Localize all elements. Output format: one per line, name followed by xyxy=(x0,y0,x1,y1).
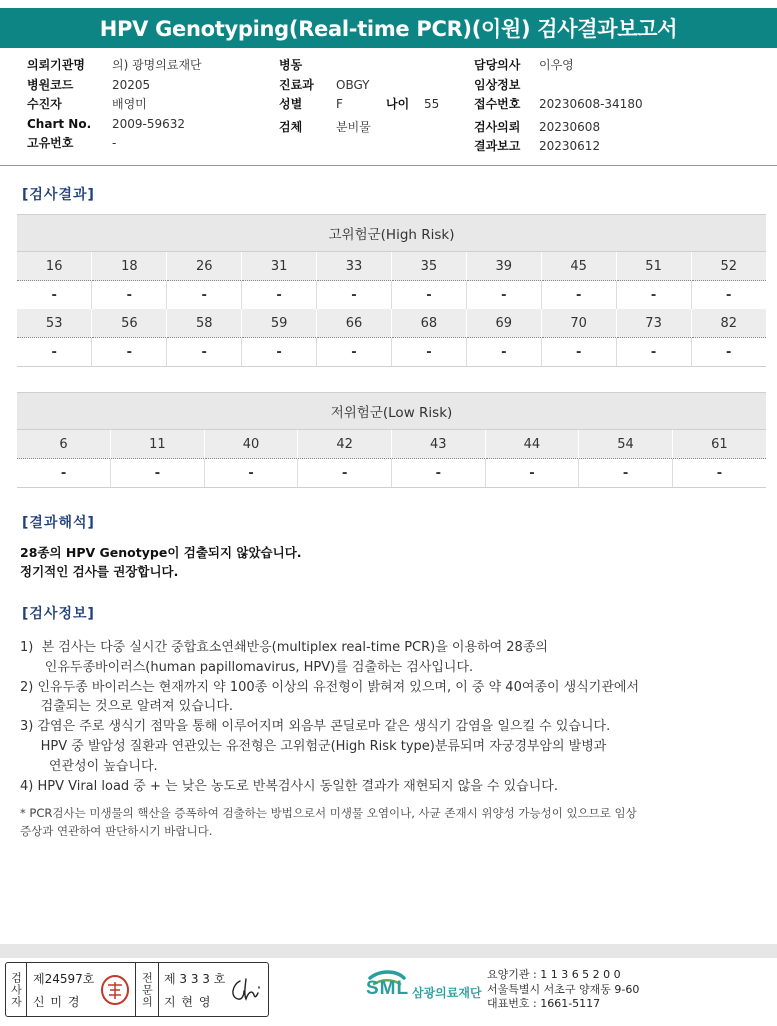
high-risk-result-row-2 xyxy=(17,338,766,367)
test-info-line: HPV 중 발암성 질환과 연관있는 유전형은 고위험군(High Risk type)분류되며 자궁경부암의 발병과 xyxy=(20,738,607,754)
info-value: 의) 광명의료재단 xyxy=(112,58,202,72)
info-label: 병동 xyxy=(279,58,303,72)
info-value: 20230608-34180 xyxy=(539,97,643,111)
specialist-label-text: 전문의 xyxy=(140,971,154,1008)
info-row-report-date xyxy=(474,137,764,157)
info-row-hospital-code xyxy=(27,76,277,96)
interpretation-line: 28종의 HPV Genotype이 검출되지 않았습니다. xyxy=(20,545,302,560)
info-value: 20230608 xyxy=(539,119,601,134)
info-label: 결과보고 xyxy=(474,139,521,153)
high-risk-type-row-2 xyxy=(17,309,766,338)
org-code: 요양기관 : 1 1 3 6 5 2 0 0 xyxy=(487,968,621,981)
result-cell: - xyxy=(691,338,766,367)
disclaimer-note xyxy=(20,805,637,840)
specialist-name: 지 현 영 xyxy=(164,995,212,1009)
result-cell: - xyxy=(111,459,205,488)
info-label: 담당의사 xyxy=(474,58,521,72)
genotype-cell: 59 xyxy=(242,309,317,338)
footer-band xyxy=(0,944,777,958)
info-row-department xyxy=(279,76,459,96)
test-info-line: 2) 인유두종 바이러스는 현재까지 약 100종 이상의 유전형이 밝혀져 있으며, 이 중 약 40여종이 생식기관에서 xyxy=(20,679,640,695)
result-cell: - xyxy=(391,338,466,367)
org-name: 삼광의료재단 xyxy=(412,986,482,1000)
result-cell: - xyxy=(17,281,92,310)
examiner-name: 신 미 경 xyxy=(33,995,81,1009)
genotype-cell: 66 xyxy=(317,309,392,338)
result-cell: - xyxy=(17,338,92,367)
low-risk-result-row xyxy=(17,459,766,488)
info-value: 20205 xyxy=(112,77,151,92)
result-cell: - xyxy=(392,459,486,488)
info-label: Chart No. xyxy=(27,116,92,131)
specialist-signature-icon xyxy=(226,973,266,1010)
result-cell: - xyxy=(541,281,616,310)
signature-box xyxy=(5,962,269,1017)
result-cell: - xyxy=(317,281,392,310)
result-cell: - xyxy=(242,281,317,310)
low-risk-type-row xyxy=(17,430,766,459)
patient-info-col2 xyxy=(279,56,459,137)
age-value: 55 xyxy=(424,97,440,111)
examiner-seal-icon xyxy=(99,973,131,1010)
result-cell: - xyxy=(204,459,298,488)
test-info-line: 4) HPV Viral load 중 + 는 낮은 농도로 반복검사시 동일한 결과가 재현되지 않을 수 있습니다. xyxy=(20,778,558,794)
result-cell: - xyxy=(92,281,167,310)
result-cell: - xyxy=(167,338,242,367)
info-row-institution xyxy=(27,56,277,76)
result-cell: - xyxy=(466,281,541,310)
genotype-cell: 42 xyxy=(298,430,392,459)
info-label: 접수번호 xyxy=(474,97,521,111)
genotype-cell: 31 xyxy=(242,252,317,281)
note-line: * PCR검사는 미생물의 핵산을 증폭하여 검출하는 방법으로서 미생물 오염이나, 사균 존재시 위양성 가능성이 있으므로 임상 xyxy=(20,806,637,820)
info-row-specimen xyxy=(279,118,459,138)
genotype-cell: 39 xyxy=(466,252,541,281)
genotype-cell: 52 xyxy=(691,252,766,281)
info-row-unique-no xyxy=(27,134,277,154)
test-info-list xyxy=(20,638,639,796)
genotype-cell: 18 xyxy=(92,252,167,281)
genotype-cell: 51 xyxy=(616,252,691,281)
result-cell: - xyxy=(541,338,616,367)
info-value: - xyxy=(112,136,117,150)
genotype-cell: 56 xyxy=(92,309,167,338)
low-risk-title: 저위험군(Low Risk) xyxy=(17,393,766,430)
org-address: 서울특별시 서초구 양재동 9-60 xyxy=(487,982,640,996)
results-heading: [검사결과] xyxy=(22,187,95,203)
organization-info xyxy=(487,968,639,1012)
result-cell: - xyxy=(17,459,111,488)
result-cell: - xyxy=(616,281,691,310)
info-value: 20230612 xyxy=(539,139,601,153)
info-row-sex-age xyxy=(279,95,459,115)
interpretation-heading: [결과해석] xyxy=(22,515,95,531)
sml-logo xyxy=(366,968,486,1012)
test-info-line: 인유두종바이러스(human papillomavirus, HPV)를 검출하는 검사입니다. xyxy=(20,659,474,675)
genotype-cell: 33 xyxy=(317,252,392,281)
result-cell: - xyxy=(92,338,167,367)
result-cell: - xyxy=(298,459,392,488)
info-row-receipt-no xyxy=(474,95,764,115)
genotype-cell: 35 xyxy=(391,252,466,281)
result-cell: - xyxy=(391,281,466,310)
result-cell: - xyxy=(317,338,392,367)
info-label: 의뢰기관명 xyxy=(27,58,85,72)
header-divider xyxy=(0,165,777,166)
result-cell: - xyxy=(579,459,673,488)
genotype-cell: 45 xyxy=(541,252,616,281)
info-label: 임상정보 xyxy=(474,77,521,92)
specialist-label xyxy=(135,963,159,1016)
specialist-license: 제 3 3 3 호 xyxy=(164,972,226,986)
info-value: OBGY xyxy=(336,77,370,92)
test-info-line: 연관성이 높습니다. xyxy=(20,758,158,774)
info-label: 검체 xyxy=(279,119,303,134)
result-cell: - xyxy=(242,338,317,367)
info-label: 성별 xyxy=(279,97,303,111)
info-row-ward xyxy=(279,56,459,76)
genotype-cell: 70 xyxy=(541,309,616,338)
genotype-cell: 40 xyxy=(204,430,298,459)
age-label: 나이 xyxy=(386,97,410,111)
info-value: 분비물 xyxy=(336,119,371,134)
examiner-label-text: 검사자 xyxy=(9,971,23,1008)
genotype-cell: 61 xyxy=(672,430,766,459)
patient-info-col1 xyxy=(27,56,277,154)
genotype-cell: 58 xyxy=(167,309,242,338)
genotype-cell: 69 xyxy=(466,309,541,338)
genotype-cell: 73 xyxy=(616,309,691,338)
result-cell: - xyxy=(466,338,541,367)
result-cell: - xyxy=(672,459,766,488)
info-label: 수진자 xyxy=(27,97,62,111)
info-row-clinical-info xyxy=(474,76,764,96)
high-risk-table xyxy=(17,214,766,367)
test-info-line: 3) 감염은 주로 생식기 점막을 통해 이루어지며 외음부 콘딜로마 같은 생식기 감염을 일으킬 수 있습니다. xyxy=(20,719,611,735)
test-info-heading: [검사정보] xyxy=(22,606,95,622)
examiner-license: 제24597호 xyxy=(33,972,95,986)
info-value: F xyxy=(336,97,343,111)
examiner-label xyxy=(6,963,27,1016)
genotype-cell: 43 xyxy=(392,430,486,459)
info-value: 2009-59632 xyxy=(112,116,186,131)
genotype-cell: 68 xyxy=(391,309,466,338)
info-label: 병원코드 xyxy=(27,77,74,92)
high-risk-result-row-1 xyxy=(17,281,766,310)
report-title: HPV Genotyping(Real-time PCR)(이원) 검사결과보고서 xyxy=(0,8,777,48)
test-info-line: 검출되는 것으로 알려져 있습니다. xyxy=(20,699,234,715)
info-value: 이우영 xyxy=(539,58,574,72)
result-cell: - xyxy=(616,338,691,367)
high-risk-type-row-1 xyxy=(17,252,766,281)
result-cell: - xyxy=(167,281,242,310)
info-row-request-date xyxy=(474,118,764,138)
result-cell: - xyxy=(485,459,579,488)
high-risk-title: 고위험군(High Risk) xyxy=(17,215,766,252)
info-label: 진료과 xyxy=(279,77,314,92)
low-risk-table xyxy=(17,392,766,488)
interpretation-text xyxy=(20,543,302,581)
info-row-patient xyxy=(27,95,277,115)
genotype-cell: 44 xyxy=(485,430,579,459)
genotype-cell: 6 xyxy=(17,430,111,459)
result-cell: - xyxy=(691,281,766,310)
genotype-cell: 53 xyxy=(17,309,92,338)
info-label: 검사의뢰 xyxy=(474,119,521,134)
genotype-cell: 82 xyxy=(691,309,766,338)
interpretation-line: 정기적인 검사를 권장합니다. xyxy=(20,564,179,579)
genotype-cell: 11 xyxy=(111,430,205,459)
genotype-cell: 16 xyxy=(17,252,92,281)
org-phone: 대표번호 : 1661-5117 xyxy=(487,997,601,1010)
info-row-doctor xyxy=(474,56,764,76)
patient-info-col3 xyxy=(474,56,764,157)
genotype-cell: 26 xyxy=(167,252,242,281)
note-line: 증상과 연관하여 판단하시기 바랍니다. xyxy=(20,823,213,838)
sml-logo-text: SML xyxy=(366,978,410,999)
info-value: 배영미 xyxy=(112,97,147,111)
test-info-line: 1) 본 검사는 다중 실시간 중합효소연쇄반응(multiplex real-time PCR)을 이용하여 28종의 xyxy=(20,640,548,655)
info-row-chart-no xyxy=(27,115,277,135)
info-label: 고유번호 xyxy=(27,136,74,150)
genotype-cell: 54 xyxy=(579,430,673,459)
